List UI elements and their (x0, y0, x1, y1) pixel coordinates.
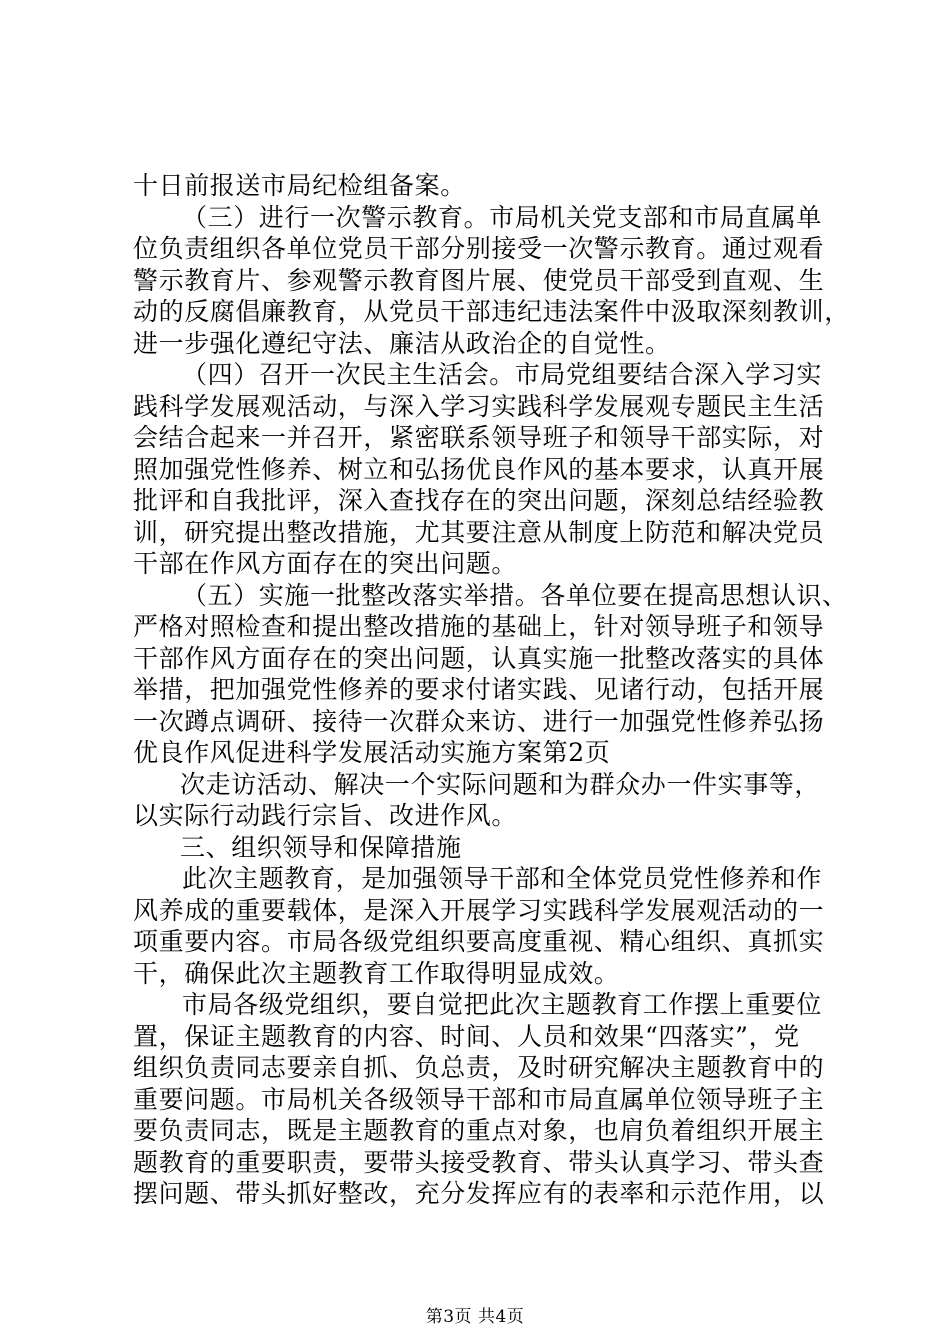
body-line: 严格对照检查和提出整改措施的基础上，针对领导班子和领导 (133, 612, 825, 641)
body-line: 重要问题。市局机关各级领导干部和市局直属单位领导班子主 (133, 1084, 825, 1114)
body-line: 十日前报送市局纪检组备案。 (133, 171, 466, 200)
body-line: 位负责组织各单位党员干部分别接受一次警示教育。通过观看 (133, 234, 825, 263)
body-line: 训，研究提出整改措施，尤其要注意从制度上防范和解决党员 (133, 517, 825, 547)
body-line: 批评和自我批评，深入查找存在的突出问题，深刻总结经验教 (133, 486, 825, 515)
body-line: 要负责同志，既是主题教育的重点对象，也肩负着组织开展主 (133, 1116, 825, 1145)
document-body (133, 170, 850, 1210)
body-line: 进一步强化遵纪守法、廉洁从政治企的自觉性。 (133, 328, 671, 358)
body-line: 动的反腐倡廉教育，从党员干部违纪违法案件中汲取深刻教训， (133, 297, 850, 326)
body-line: 会结合起来一并召开，紧密联系领导班子和领导干部实际，对 (133, 423, 825, 452)
body-line: 风养成的重要载体，是深入开展学习实践科学发展观活动的一 (133, 895, 825, 925)
paragraph-start: 市局各级党组织，要自觉把此次主题教育工作摆上重要位 (182, 990, 823, 1019)
body-line: 项重要内容。市局各级党组织要高度重视、精心组织、真抓实 (133, 927, 825, 956)
body-line: 组织负责同志要亲自抓、负总责，及时研究解决主题教育中的 (133, 1053, 825, 1082)
body-line: 摆问题、带头抓好整改，充分发挥应有的表率和示范作用，以 (133, 1179, 825, 1208)
section-heading-5: （五）实施一批整改落实举措。各单位要在提高思想认识、 (182, 580, 848, 610)
body-line: 照加强党性修养、树立和弘扬优良作风的基本要求，认真开展 (133, 454, 825, 484)
section-heading-three: 三、组织领导和保障措施 (180, 832, 462, 862)
body-line: 警示教育片、参观警示教育图片展、使党员干部受到直观、生 (133, 265, 825, 295)
body-line: 干部作风方面存在的突出问题，认真实施一批整改落实的具体 (133, 643, 825, 673)
body-line: 次走访活动、解决一个实际问题和为群众办一件实事等， (180, 769, 821, 799)
section-heading-4: （四）召开一次民主生活会。市局党组要结合深入学习实 (182, 360, 823, 389)
body-line: 题教育的重要职责，要带头接受教育、带头认真学习、带头查 (133, 1147, 825, 1177)
body-line: 干部在作风方面存在的突出问题。 (133, 549, 518, 578)
body-line: 优良作风促进科学发展活动实施方案第2页 (133, 738, 611, 767)
body-line: 置，保证主题教育的内容、时间、人员和效果“四落实”，党 (133, 1021, 800, 1051)
body-line: 干，确保此次主题教育工作取得明显成效。 (133, 958, 620, 988)
section-heading-3: （三）进行一次警示教育。市局机关党支部和市局直属单 (182, 202, 823, 232)
page-footer (0, 1302, 950, 1327)
body-line: 举措，把加强党性修养的要求付诸实践、见诸行动，包括开展 (133, 675, 825, 704)
page-number-label: 第3页 共4页 (425, 1307, 525, 1327)
paragraph-start: 此次主题教育，是加强领导干部和全体党员党性修养和作 (182, 864, 823, 893)
body-line: 践科学发展观活动，与深入学习实践科学发展观专题民主生活 (133, 391, 825, 421)
body-line: 一次蹲点调研、接待一次群众来访、进行一加强党性修养弘扬 (133, 706, 825, 736)
body-line: 以实际行动践行宗旨、改进作风。 (133, 801, 518, 830)
